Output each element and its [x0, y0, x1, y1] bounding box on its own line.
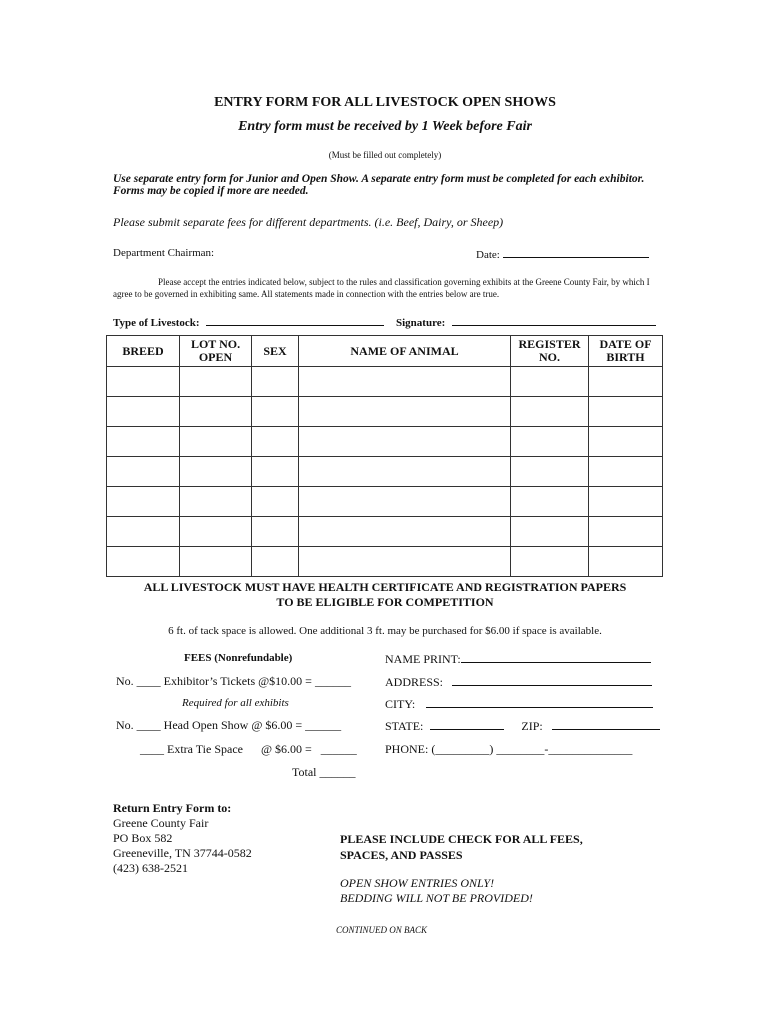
cell-date-of-birth[interactable]: [589, 487, 663, 517]
cell-name-of-animal[interactable]: [299, 517, 511, 547]
phone-field[interactable]: PHONE: (_________) ________-______________: [385, 742, 633, 756]
city-field[interactable]: [385, 697, 653, 712]
cell-date-of-birth[interactable]: [589, 457, 663, 487]
cell-lot-no[interactable]: [180, 517, 252, 547]
city-line: [426, 697, 653, 708]
name-print-field[interactable]: [385, 652, 651, 667]
cell-sex[interactable]: [252, 427, 299, 457]
return-line-1: Greene County Fair: [113, 816, 209, 830]
open-show-line-2: BEDDING WILL NOT BE PROVIDED!: [340, 891, 533, 905]
department-chairman-label: Department Chairman:: [113, 247, 215, 259]
table-row: [107, 367, 663, 397]
cell-date-of-birth[interactable]: [589, 427, 663, 457]
notice-line-2: TO BE ELIGIBLE FOR COMPETITION: [276, 595, 494, 609]
cell-breed[interactable]: [107, 487, 180, 517]
open-show-line-1: OPEN SHOW ENTRIES ONLY!: [340, 876, 495, 890]
state-zip-field[interactable]: [385, 719, 660, 734]
cell-name-of-animal[interactable]: [299, 487, 511, 517]
cell-sex[interactable]: [252, 367, 299, 397]
head-open-show-line[interactable]: No. ____ Head Open Show @ $6.00 = ______: [116, 718, 342, 732]
livestock-type-line: [206, 315, 384, 326]
cell-sex[interactable]: [252, 547, 299, 577]
cell-name-of-animal[interactable]: [299, 367, 511, 397]
name-print-line: [461, 652, 651, 663]
zip-label: ZIP:: [521, 719, 543, 733]
table-row: [107, 427, 663, 457]
agreement-text: Please accept the entries indicated below, subject to the rules and classification governing exhibits at the Greene County Fair, by which I agree to be governed in exhibiting same. All statements made in connection with the entries below are true.: [113, 277, 650, 299]
header-lot-no: LOT NO. OPEN: [180, 336, 252, 367]
table-row: [107, 487, 663, 517]
cell-breed[interactable]: [107, 397, 180, 427]
tack-space-note: 6 ft. of tack space is allowed. One additional 3 ft. may be purchased for $6.00 if space is available.: [168, 625, 602, 637]
state-line: [430, 719, 504, 730]
header-breed: BREED: [107, 336, 180, 367]
cell-date-of-birth[interactable]: [589, 397, 663, 427]
cell-register-no[interactable]: [511, 487, 589, 517]
cell-breed[interactable]: [107, 517, 180, 547]
header-name-of-animal: NAME OF ANIMAL: [299, 336, 511, 367]
entries-table: [106, 335, 663, 577]
header-sex: SEX: [252, 336, 299, 367]
cell-register-no[interactable]: [511, 547, 589, 577]
livestock-type-field[interactable]: [113, 315, 384, 329]
include-check-notice: [340, 831, 583, 863]
livestock-type-label: Type of Livestock:: [113, 317, 200, 329]
table-row: [107, 457, 663, 487]
zip-line: [552, 719, 660, 730]
completion-note: (Must be filled out completely): [328, 150, 442, 160]
cell-name-of-animal[interactable]: [299, 427, 511, 457]
signature-line: [452, 315, 656, 326]
cell-date-of-birth[interactable]: [589, 517, 663, 547]
include-check-line-2: SPACES, AND PASSES: [340, 848, 463, 862]
cell-sex[interactable]: [252, 517, 299, 547]
table-row: [107, 547, 663, 577]
notice-line-1: ALL LIVESTOCK MUST HAVE HEALTH CERTIFICATE AND REGISTRATION PAPERS: [143, 580, 627, 594]
form-subtitle: Entry form must be received by 1 Week before Fair: [238, 119, 532, 134]
date-line: [503, 247, 649, 258]
date-label: Date:: [476, 249, 500, 261]
header-register-no: REGISTER NO.: [511, 336, 589, 367]
cell-name-of-animal[interactable]: [299, 457, 511, 487]
cell-lot-no[interactable]: [180, 427, 252, 457]
return-label: Return Entry Form to:: [113, 801, 232, 815]
city-label: CITY:: [385, 697, 416, 711]
exhibitor-tickets-line[interactable]: No. ____ Exhibitor’s Tickets @$10.00 = ______: [116, 674, 351, 688]
continued-on-back: CONTINUED ON BACK: [336, 925, 428, 935]
fees-heading: FEES (Nonrefundable): [184, 652, 293, 664]
cell-breed[interactable]: [107, 427, 180, 457]
name-print-label: NAME PRINT:: [385, 652, 461, 666]
cell-breed[interactable]: [107, 457, 180, 487]
total-line[interactable]: Total ______: [292, 765, 356, 779]
return-address: [113, 801, 252, 876]
open-show-notice: [340, 876, 533, 906]
return-line-4: (423) 638-2521: [113, 861, 188, 875]
cell-breed[interactable]: [107, 547, 180, 577]
cell-lot-no[interactable]: [180, 397, 252, 427]
cell-register-no[interactable]: [511, 397, 589, 427]
header-date-of-birth: DATE OF BIRTH: [589, 336, 663, 367]
extra-tie-space-line[interactable]: ____ Extra Tie Space @ $6.00 = ______: [140, 742, 357, 756]
cell-breed[interactable]: [107, 367, 180, 397]
table-header-row: [107, 336, 663, 367]
cell-lot-no[interactable]: [180, 457, 252, 487]
required-note: Required for all exhibits: [182, 697, 289, 709]
cell-sex[interactable]: [252, 397, 299, 427]
signature-field[interactable]: [396, 315, 656, 329]
separate-form-instruction: Use separate entry form for Junior and Open Show. A separate entry form must be completed for each exhibitor. Forms may be copied if more are needed.: [113, 173, 645, 197]
cell-lot-no[interactable]: [180, 367, 252, 397]
cell-sex[interactable]: [252, 487, 299, 517]
table-row: [107, 517, 663, 547]
address-label: ADDRESS:: [385, 675, 444, 689]
address-field[interactable]: [385, 675, 652, 690]
cell-date-of-birth[interactable]: [589, 367, 663, 397]
date-field[interactable]: [476, 247, 649, 261]
cell-register-no[interactable]: [511, 367, 589, 397]
separate-fees-instruction: Please submit separate fees for different departments. (i.e. Beef, Dairy, or Sheep): [113, 215, 504, 229]
cell-sex[interactable]: [252, 457, 299, 487]
cell-name-of-animal[interactable]: [299, 397, 511, 427]
signature-label: Signature:: [396, 317, 446, 329]
address-line: [452, 675, 652, 686]
table-row: [107, 397, 663, 427]
health-certificate-notice: [0, 580, 770, 610]
cell-lot-no[interactable]: [180, 547, 252, 577]
cell-date-of-birth[interactable]: [589, 547, 663, 577]
cell-name-of-animal[interactable]: [299, 547, 511, 577]
return-line-2: PO Box 582: [113, 831, 173, 845]
return-line-3: Greeneville, TN 37744-0582: [113, 846, 252, 860]
cell-lot-no[interactable]: [180, 487, 252, 517]
cell-register-no[interactable]: [511, 457, 589, 487]
cell-register-no[interactable]: [511, 427, 589, 457]
cell-register-no[interactable]: [511, 517, 589, 547]
state-label: STATE:: [385, 719, 424, 733]
form-title: ENTRY FORM FOR ALL LIVESTOCK OPEN SHOWS: [214, 95, 556, 110]
include-check-line-1: PLEASE INCLUDE CHECK FOR ALL FEES,: [340, 832, 583, 846]
